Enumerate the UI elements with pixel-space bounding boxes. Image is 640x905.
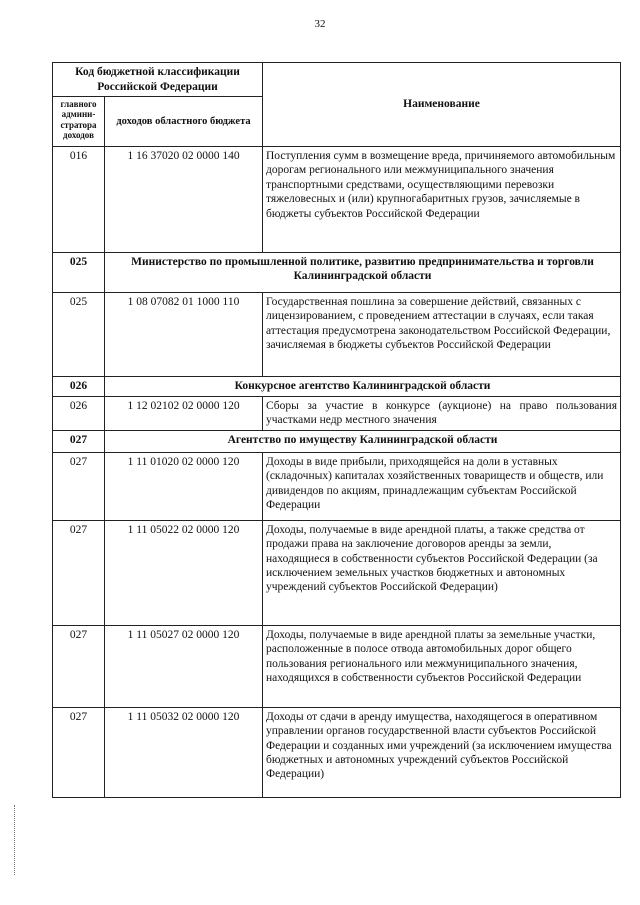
- revenue-name-cell: Поступления сумм в возмещение вреда, причиняемого автомобильным дорогам регионального или межмуниципального значения транспортными средствами, осуществляющими перевозки тяжеловесных и (или) крупногабаритных грузов, зачисляемые в бюджеты субъектов Российской Федерации: [263, 147, 621, 253]
- section-row: [53, 377, 621, 397]
- budget-code-cell: 1 11 01020 02 0000 120: [105, 452, 263, 520]
- budget-code-cell: 1 11 05022 02 0000 120: [105, 520, 263, 625]
- section-admin-code: 026: [53, 377, 105, 397]
- table-row: [53, 625, 621, 707]
- revenue-name-cell: Доходы от сдачи в аренду имущества, находящегося в оперативном управлении органов государственной власти субъектов Российской Федерации и созданных ими учреждений (за исключением имущества бюджетных и автономных учреждений субъектов Российской Федерации): [263, 707, 621, 797]
- admin-code-cell: 027: [53, 452, 105, 520]
- admin-code-cell: 025: [53, 293, 105, 377]
- revenue-name-cell: Государственная пошлина за совершение действий, связанных с лицензированием, с проведением аттестации в случаях, если такая аттестация предусмотрена законодательством Российской Федерации, зачисляемая в бюджеты субъектов Российской Федерации: [263, 293, 621, 377]
- table-row: [53, 147, 621, 253]
- revenue-name-cell: Доходы в виде прибыли, приходящейся на доли в уставных (складочных) капиталах хозяйственных товариществ и обществ, или дивидендов по акциям, принадлежащим субъектам Российской Федерации: [263, 452, 621, 520]
- header-row-group: [53, 63, 621, 97]
- budget-code-cell: 1 11 05027 02 0000 120: [105, 625, 263, 707]
- section-title: Министерство по промышленной политике, развитию предпринимательства и торговли Калининградской области: [105, 253, 621, 293]
- page-number: 32: [314, 18, 326, 30]
- admin-code-cell: 027: [53, 625, 105, 707]
- table-row: [53, 452, 621, 520]
- budget-code-cell: 1 08 07082 01 1000 110: [105, 293, 263, 377]
- header-code-column: доходов областного бюджета: [105, 97, 263, 147]
- section-row: [53, 430, 621, 452]
- budget-code-cell: 1 12 02102 02 0000 120: [105, 397, 263, 431]
- scan-margin-mark: [14, 805, 16, 875]
- section-row: [53, 253, 621, 293]
- revenue-name-cell: Доходы, получаемые в виде арендной платы, а также средства от продажи права на заключение договоров аренды за земли, находящиеся в собственности субъектов Российской Федерации (за исключением земельных участков бюджетных и автономных учреждений субъектов Российской Федерации): [263, 520, 621, 625]
- admin-code-cell: 026: [53, 397, 105, 431]
- header-group-title: Код бюджетной классификации Российской Федерации: [53, 63, 263, 97]
- admin-code-cell: 027: [53, 707, 105, 797]
- section-admin-code: 027: [53, 430, 105, 452]
- section-admin-code: 025: [53, 253, 105, 293]
- table-row: [53, 520, 621, 625]
- budget-code-cell: 1 16 37020 02 0000 140: [105, 147, 263, 253]
- section-title: Конкурсное агентство Калининградской области: [105, 377, 621, 397]
- header-name-column: Наименование: [263, 63, 621, 147]
- table-row: [53, 707, 621, 797]
- revenue-name-cell: Сборы за участие в конкурсе (аукционе) на право пользования участками недр местного значения: [263, 397, 621, 431]
- admin-code-cell: 027: [53, 520, 105, 625]
- admin-code-cell: 016: [53, 147, 105, 253]
- section-title: Агентство по имуществу Калининградской области: [105, 430, 621, 452]
- table-row: [53, 293, 621, 377]
- budget-classification-table: [52, 62, 621, 798]
- budget-code-cell: 1 11 05032 02 0000 120: [105, 707, 263, 797]
- revenue-name-cell: Доходы, получаемые в виде арендной платы за земельные участки, расположенные в полосе отвода автомобильных дорог общего пользования регионального или межмуниципального значения, находящихся в собственности субъектов Российской Федерации: [263, 625, 621, 707]
- header-admin-column: главного админи- стратора доходов: [53, 97, 105, 147]
- table-row: [53, 397, 621, 431]
